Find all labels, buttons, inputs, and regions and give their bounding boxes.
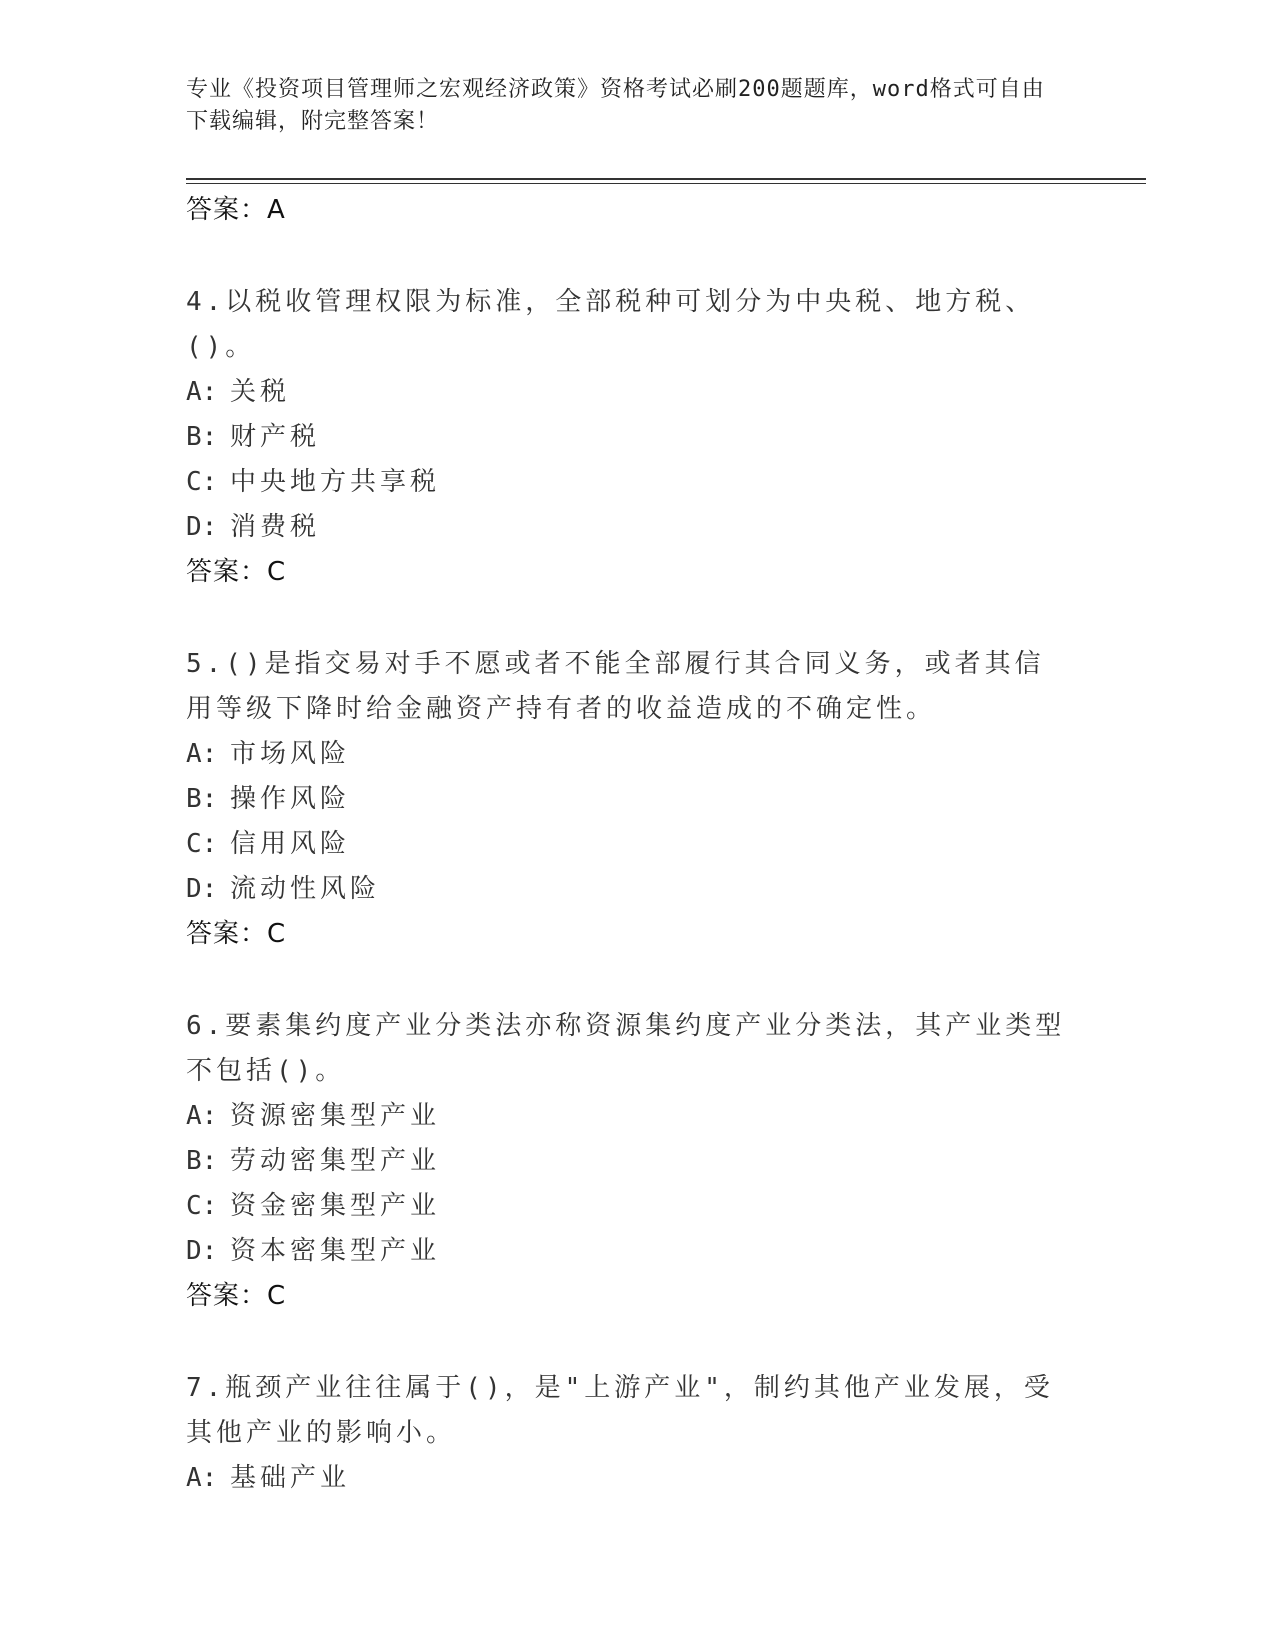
question-text: 6.要素集约度产业分类法亦称资源集约度产业分类法，其产业类型不包括()。	[186, 1011, 1066, 1086]
option-letter: A:	[186, 377, 218, 407]
option-d	[186, 505, 1066, 550]
answer-line: 答案：C	[186, 919, 287, 949]
option-text: 消费税	[230, 512, 321, 542]
option-letter: A:	[186, 1101, 218, 1131]
option-d	[186, 1229, 1066, 1274]
question-text: 7.瓶颈产业往往属于()，是"上游产业"，制约其他产业发展，受其他产业的影响小。	[186, 1373, 1054, 1448]
option-letter: C:	[186, 1191, 218, 1221]
option-c	[186, 460, 1066, 505]
spacer	[186, 594, 1066, 642]
option-letter: C:	[186, 467, 218, 497]
spacer	[186, 232, 1066, 280]
option-text: 流动性风险	[230, 874, 381, 904]
option-letter: D:	[186, 1236, 218, 1266]
header-divider-thin	[186, 183, 1146, 184]
option-text: 资金密集型产业	[230, 1191, 441, 1221]
option-text: 资源密集型产业	[230, 1101, 441, 1131]
option-letter: D:	[186, 874, 218, 904]
spacer	[186, 1318, 1066, 1366]
option-letter: A:	[186, 1463, 218, 1493]
option-text: 资本密集型产业	[230, 1236, 441, 1266]
option-letter: C:	[186, 829, 218, 859]
answer-line: 答案：C	[186, 557, 287, 587]
option-b	[186, 415, 1066, 460]
option-a	[186, 1456, 1066, 1501]
answer-line: 答案：A	[186, 195, 286, 225]
option-letter: B:	[186, 422, 218, 452]
option-a	[186, 1094, 1066, 1139]
option-text: 操作风险	[230, 784, 351, 814]
option-b	[186, 1139, 1066, 1184]
question-list	[186, 188, 1066, 1501]
option-c	[186, 1184, 1066, 1229]
option-letter: B:	[186, 784, 218, 814]
option-a	[186, 732, 1066, 777]
option-a	[186, 370, 1066, 415]
document-header: 专业《投资项目管理师之宏观经济政策》资格考试必刷200题题库，word格式可自由下载编辑，附完整答案！	[186, 77, 1045, 134]
option-text: 关税	[230, 377, 291, 407]
option-letter: A:	[186, 739, 218, 769]
question-text: 5.()是指交易对手不愿或者不能全部履行其合同义务，或者其信用等级下降时给金融资产持有者的收益造成的不确定性。	[186, 649, 1045, 724]
option-text: 财产税	[230, 422, 321, 452]
option-text: 中央地方共享税	[230, 467, 441, 497]
option-c	[186, 822, 1066, 867]
spacer	[186, 956, 1066, 1004]
question-text: 4.以税收管理权限为标准，全部税种可划分为中央税、地方税、()。	[186, 287, 1036, 362]
option-d	[186, 867, 1066, 912]
option-text: 基础产业	[230, 1463, 351, 1493]
option-letter: D:	[186, 512, 218, 542]
option-text: 信用风险	[230, 829, 351, 859]
option-b	[186, 777, 1066, 822]
option-text: 市场风险	[230, 739, 351, 769]
answer-line: 答案：C	[186, 1281, 287, 1311]
option-letter: B:	[186, 1146, 218, 1176]
header-divider-thick	[186, 178, 1146, 180]
option-text: 劳动密集型产业	[230, 1146, 441, 1176]
